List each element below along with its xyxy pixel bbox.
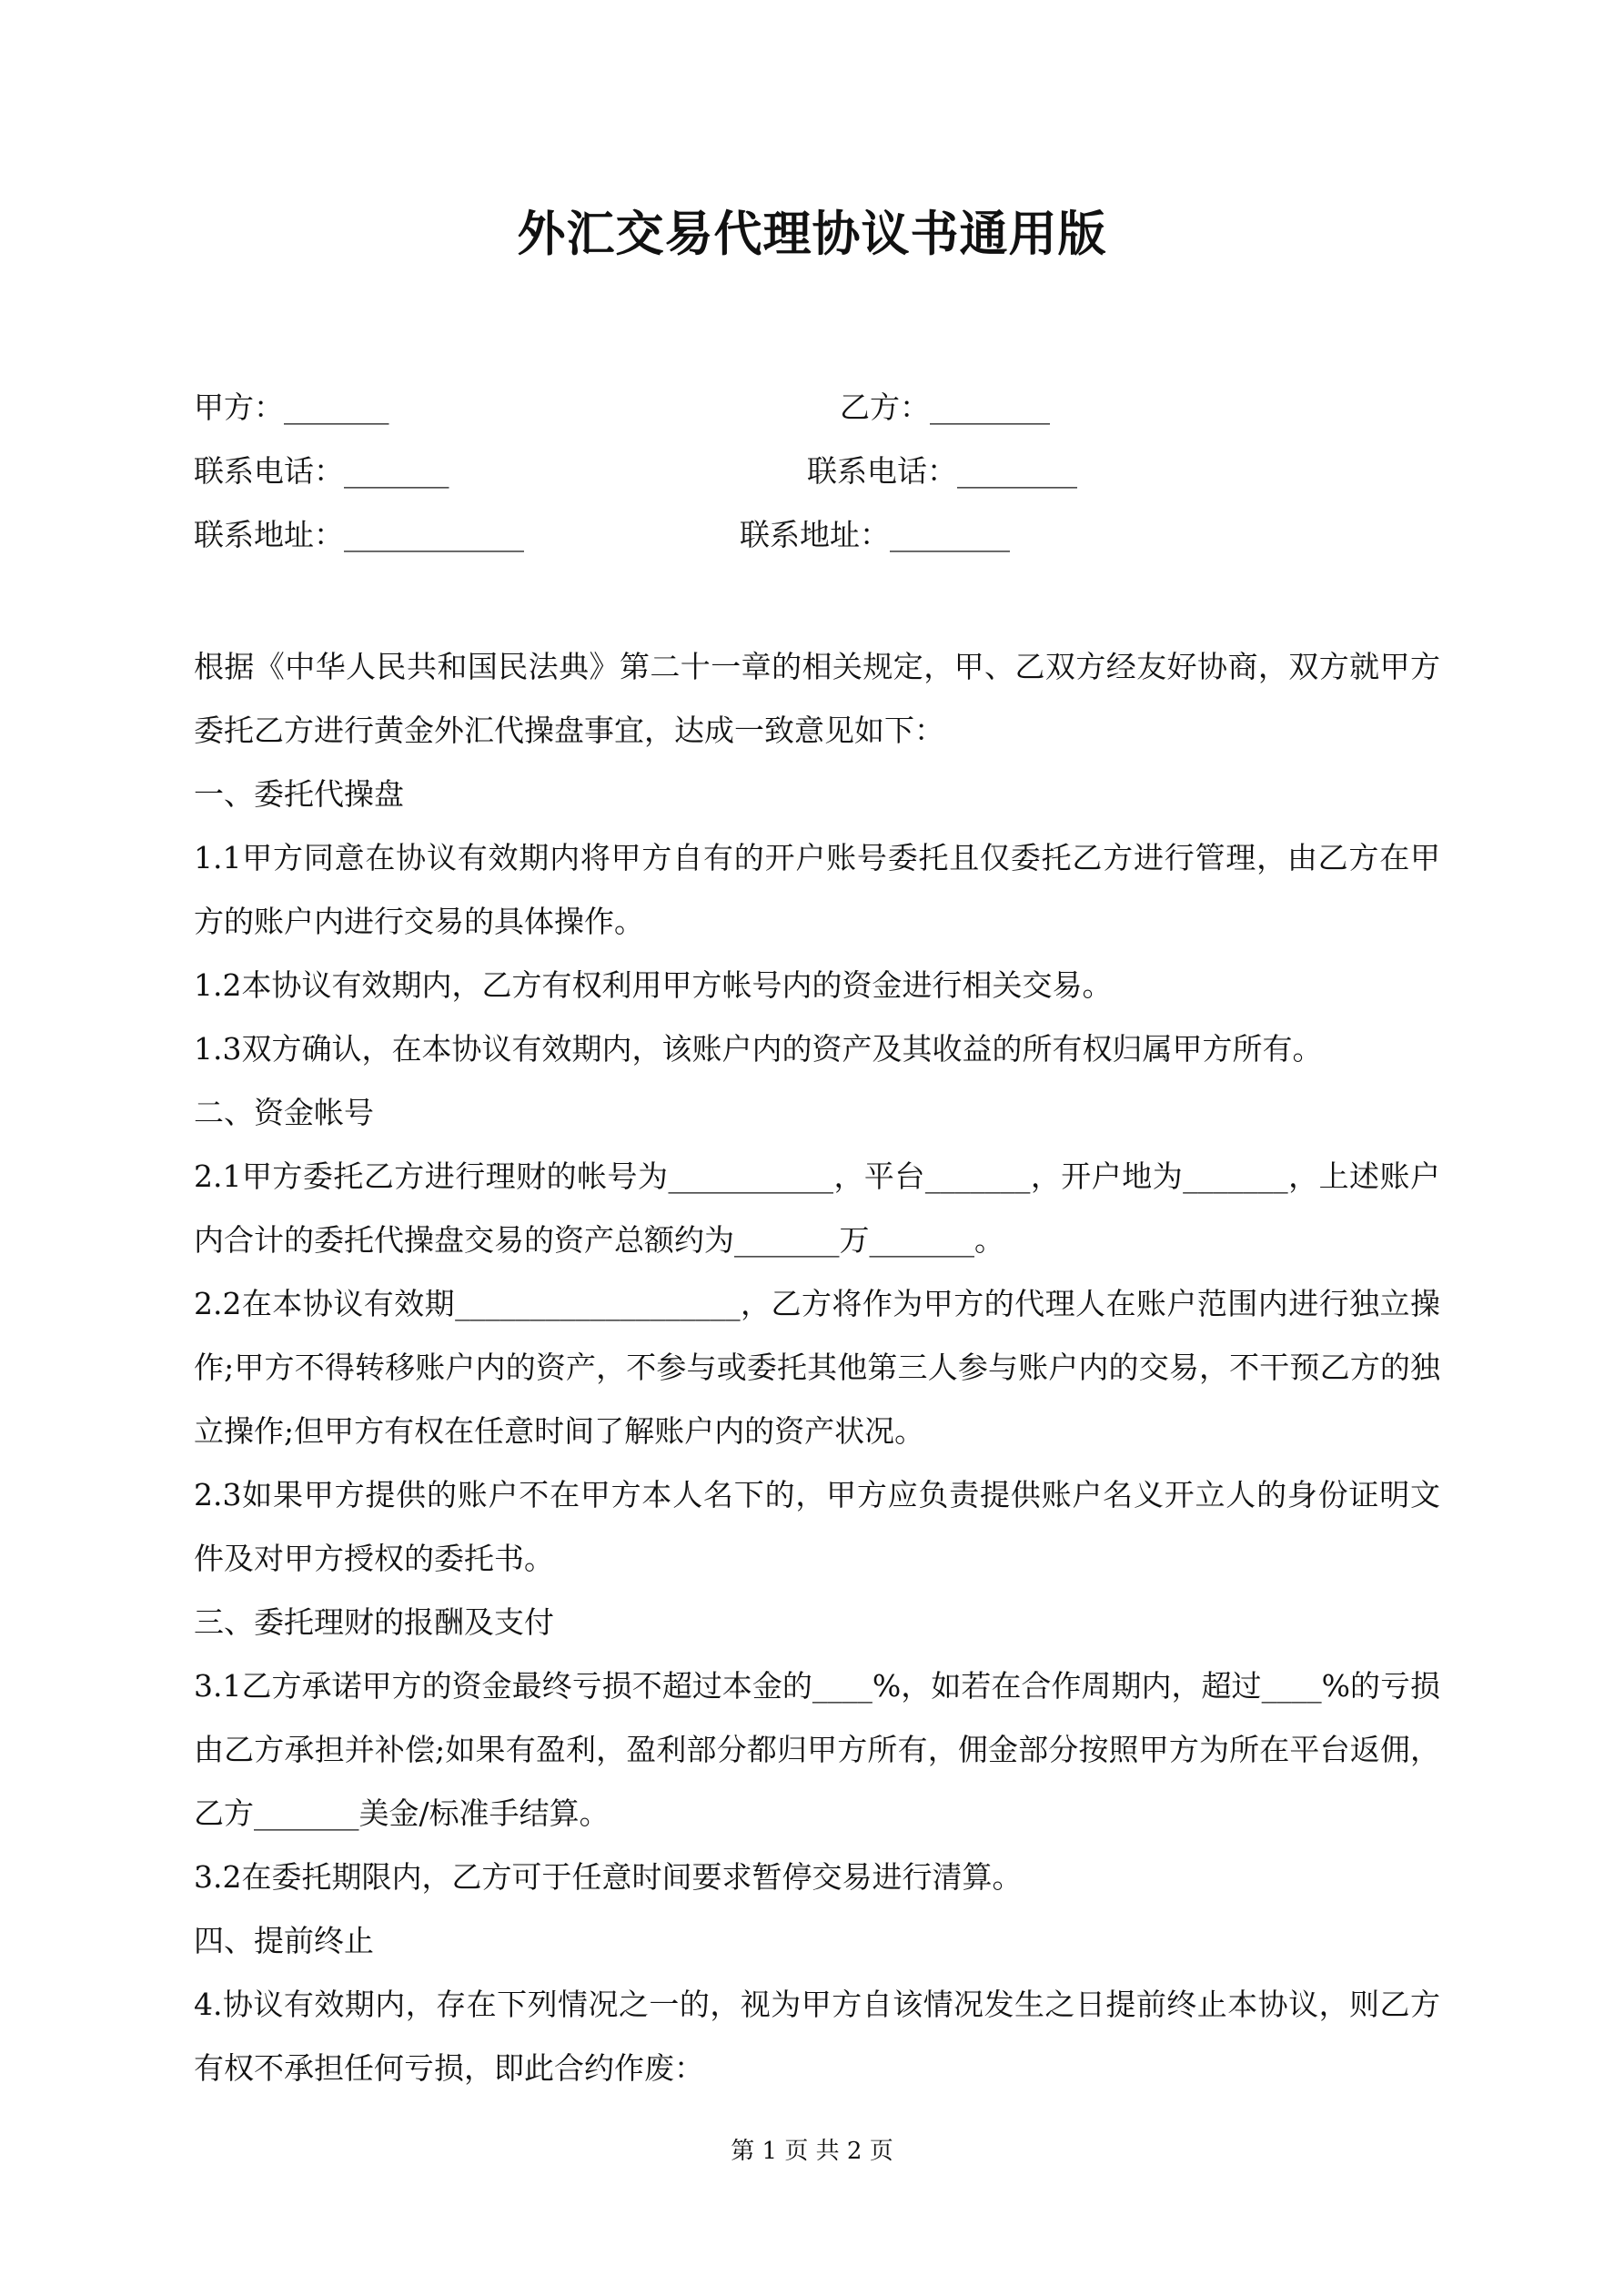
section-heading-3: 三、委托理财的报酬及支付 xyxy=(194,1604,554,1640)
clause-2-3: 2.3如果甲方提供的账户不在甲方本人名下的，甲方应负责提供账户名义开立人的身份证明文件及对甲方授权的委托书。 xyxy=(194,1477,1440,1576)
clause-1-2: 1.2本协议有效期内，乙方有权利用甲方帐号内的资金进行相关交易。 xyxy=(194,967,1113,1003)
party-a-phone: 联系电话：_______ xyxy=(194,453,449,489)
party-b-phone: 联系电话：________ xyxy=(807,453,1077,489)
document-title: 外汇交易代理协议书通用版 xyxy=(517,206,1107,262)
section-heading-1: 一、委托代操盘 xyxy=(194,776,404,812)
section-heading-2: 二、资金帐号 xyxy=(194,1095,374,1130)
agreement-body xyxy=(194,635,1440,2100)
party-a-address: 联系地址：____________ xyxy=(194,517,524,552)
party-b: 乙方：________ xyxy=(840,389,1050,425)
clause-3-2: 3.2在委托期限内，乙方可于任意时间要求暂停交易进行清算。 xyxy=(194,1859,1023,1895)
clause-1-1: 1.1甲方同意在协议有效期内将甲方自有的开户账号委托且仅委托乙方进行管理，由乙方在甲方的账户内进行交易的具体操作。 xyxy=(194,840,1440,939)
page-footer: 第 1 页 共 2 页 xyxy=(731,2138,893,2165)
clause-3-1: 3.1乙方承诺甲方的资金最终亏损不超过本金的____%，如若在合作周期内，超过____%的亏损由乙方承担并补偿;如果有盈利，盈利部分都归甲方所有，佣金部分按照甲方为所在平台返佣，乙方_______美金/标准手结算。 xyxy=(194,1668,1440,1831)
section-heading-4: 四、提前终止 xyxy=(194,1923,374,1958)
clause-4: 4.协议有效期内，存在下列情况之一的，视为甲方自该情况发生之日提前终止本协议，则乙方有权不承担任何亏损，即此合约作废： xyxy=(194,1987,1440,2086)
clause-2-2: 2.2在本协议有效期___________________，乙方将作为甲方的代理人在账户范围内进行独立操作;甲方不得转移账户内的资产，不参与或委托其他第三人参与账户内的交易，不干预乙方的独立操作;但甲方有权在任意时间了解账户内的资产状况。 xyxy=(194,1286,1440,1449)
party-b-address: 联系地址：________ xyxy=(740,517,1010,552)
preamble: 根据《中华人民共和国民法典》第二十一章的相关规定，甲、乙双方经友好协商，双方就甲方委托乙方进行黄金外汇代操盘事宜，达成一致意见如下： xyxy=(194,649,1440,748)
clause-1-3: 1.3双方确认，在本协议有效期内，该账户内的资产及其收益的所有权归属甲方所有。 xyxy=(194,1031,1323,1067)
clause-2-1: 2.1甲方委托乙方进行理财的帐号为___________，平台_______，开户地为_______，上述账户内合计的委托代操盘交易的资产总额约为_______万_______。 xyxy=(194,1158,1440,1258)
party-a: 甲方：_______ xyxy=(194,389,389,425)
